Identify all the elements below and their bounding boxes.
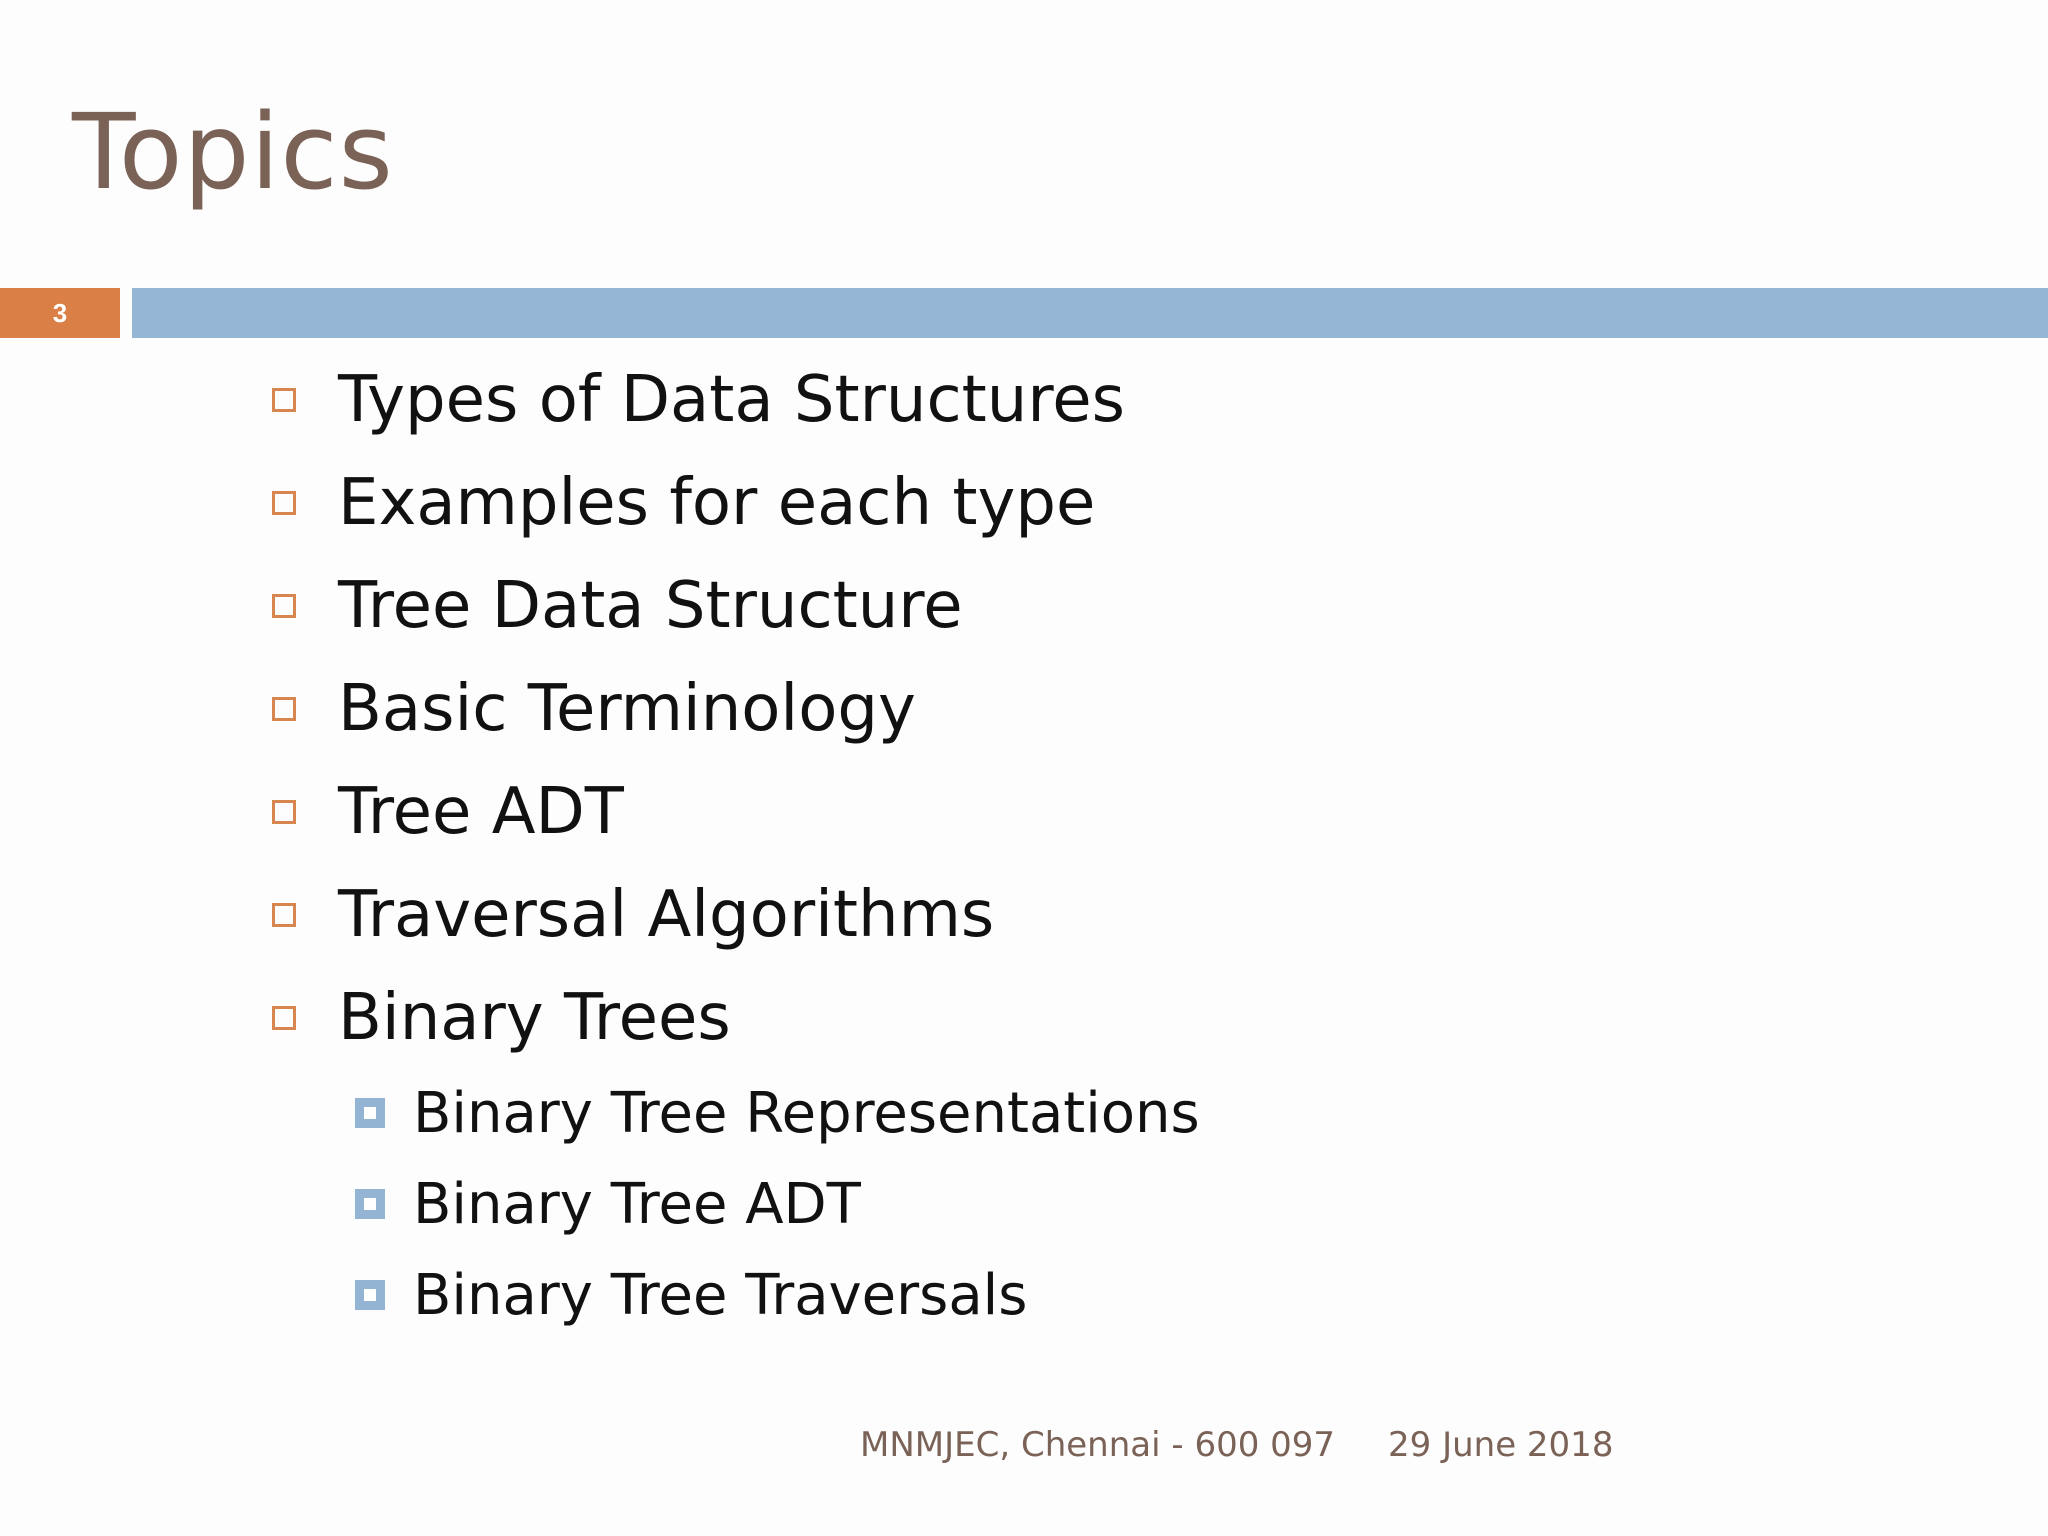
sub-bullet-text: Binary Tree ADT bbox=[413, 1171, 861, 1237]
bullet-item bbox=[272, 458, 1095, 548]
slide-number-badge: 3 bbox=[0, 288, 120, 338]
bullet-text: Basic Terminology bbox=[338, 672, 916, 746]
bullet-item bbox=[272, 767, 624, 857]
bullet-text: Traversal Algorithms bbox=[338, 878, 995, 952]
sub-bullet-text: Binary Tree Representations bbox=[413, 1080, 1200, 1146]
square-bullet-icon bbox=[272, 491, 296, 515]
sub-bullet-item bbox=[355, 1255, 1027, 1335]
bullet-item bbox=[272, 561, 963, 651]
sub-bullet-item bbox=[355, 1073, 1200, 1153]
footer-date: 29 June 2018 bbox=[1388, 1425, 1614, 1465]
square-sub-bullet-icon bbox=[355, 1098, 385, 1128]
bullet-text: Tree Data Structure bbox=[338, 569, 963, 643]
square-bullet-icon bbox=[272, 594, 296, 618]
sub-bullet-item bbox=[355, 1164, 861, 1244]
bullet-item bbox=[272, 870, 994, 960]
bullet-item bbox=[272, 664, 916, 754]
square-bullet-icon bbox=[272, 800, 296, 824]
square-bullet-icon bbox=[272, 903, 296, 927]
sub-bullet-text: Binary Tree Traversals bbox=[413, 1262, 1028, 1328]
square-bullet-icon bbox=[272, 388, 296, 412]
bullet-text: Binary Trees bbox=[338, 981, 731, 1055]
square-sub-bullet-icon bbox=[355, 1280, 385, 1310]
square-sub-bullet-icon bbox=[355, 1189, 385, 1219]
bullet-text: Types of Data Structures bbox=[338, 363, 1125, 437]
bullet-item bbox=[272, 355, 1125, 445]
footer-institution: MNMJEC, Chennai - 600 097 bbox=[860, 1425, 1336, 1465]
square-bullet-icon bbox=[272, 697, 296, 721]
square-bullet-icon bbox=[272, 1006, 296, 1030]
bullet-text: Examples for each type bbox=[338, 466, 1096, 540]
bullet-item bbox=[272, 973, 731, 1063]
bullet-text: Tree ADT bbox=[338, 775, 624, 849]
slide-title: Topics bbox=[72, 91, 394, 213]
